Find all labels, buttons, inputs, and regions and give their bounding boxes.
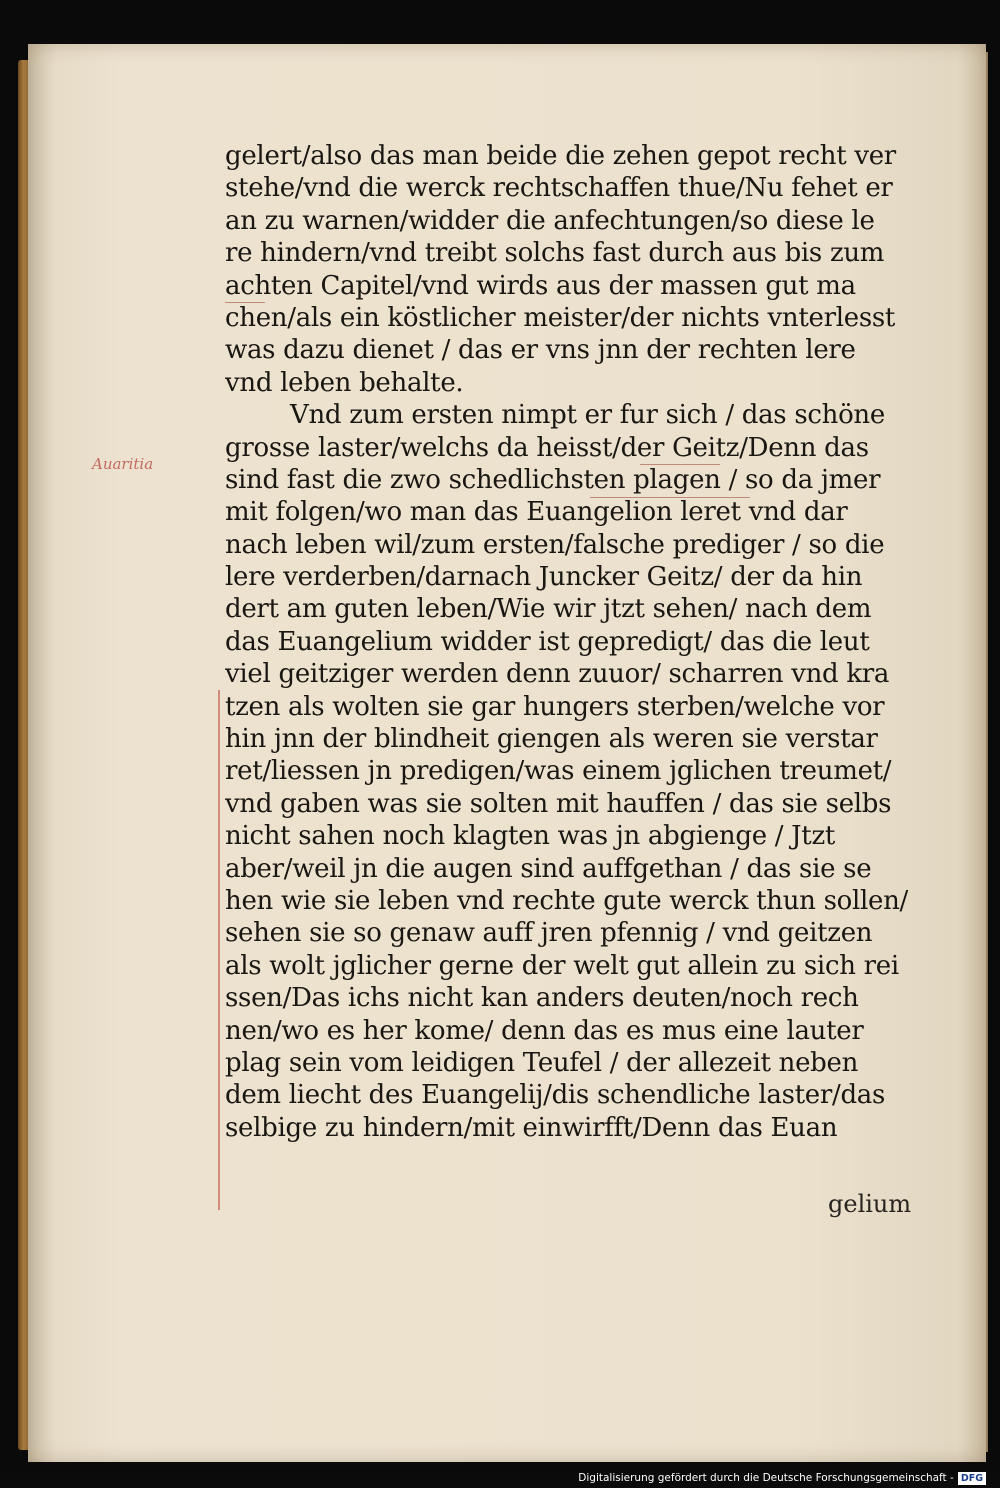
dfg-logo: DFG (958, 1472, 986, 1485)
text-line: achten Capitel/vnd wirds aus der massen gut ma (225, 270, 856, 301)
text-line: vnd gaben was sie solten mit hauffen / das sie selbs (225, 788, 892, 819)
text-line: ssen/Das ichs nicht kan anders deuten/noch rech (225, 983, 859, 1014)
text-line: plag sein vom leidigen Teufel / der allezeit neben (225, 1047, 859, 1078)
text-line: nach leben wil/zum ersten/falsche prediger / so die (225, 529, 885, 560)
text-line: aber/weil jn die augen sind auffgethan / das sie se (225, 853, 872, 884)
text-line: hen wie sie leben vnd rechte gute werck thun sollen/ (225, 885, 908, 916)
text-line: nicht sahen noch klagten was jn abgienge / Jtzt (225, 821, 836, 852)
text-line: mit folgen/wo man das Euangelion leret vnd dar (225, 497, 848, 528)
text-line: vnd leben behalte. (225, 367, 464, 398)
text-line: an zu warnen/widder die anfechtungen/so diese le (225, 205, 875, 236)
text-line: nen/wo es her kome/ denn das es mus eine lauter (225, 1015, 864, 1046)
footer-credit (578, 1471, 986, 1485)
text-line: selbige zu hindern/mit einwirfft/Denn das Euan (225, 1112, 838, 1143)
text-line: dert am guten leben/Wie wir jtzt sehen/ nach dem (225, 594, 872, 625)
text-line: viel geitziger werden denn zuuor/ scharren vnd kra (225, 659, 890, 690)
text-line: tzen als wolten sie gar hungers sterben/welche vor (225, 691, 885, 722)
text-line: hin jnn der blindheit giengen als weren sie verstar (225, 724, 878, 755)
text-line: gelert/also das man beide die zehen gepot recht ver (225, 141, 896, 171)
text-line: das Euangelium widder ist gepredigt/ das die leut (225, 626, 870, 657)
text-line: ret/liessen jn predigen/was einem jglichen treumet/ (225, 756, 892, 787)
text-line: stehe/vnd die werck rechtschaffen thue/Nu fehet er (225, 173, 893, 204)
text-line: re hindern/vnd treibt solchs fast durch aus bis zum (225, 238, 885, 269)
text-line: sehen sie so genaw auff jren pfennig / vnd geitzen (225, 918, 873, 949)
text-line: chen/als ein köstlicher meister/der nichts vnterlesst (225, 302, 896, 333)
red-margin-mark (218, 690, 220, 1210)
paragraph-start-line: Vnd zum ersten nimpt er fur sich / das schöne (290, 400, 885, 431)
text-line: sind fast die zwo schedlichsten plagen / so da jmer (225, 464, 881, 495)
text-line: lere verderben/darnach Juncker Geitz/ der da hin (225, 562, 863, 593)
footer-text: Digitalisierung gefördert durch die Deutsche Forschungsgemeinschaft - (578, 1472, 954, 1484)
text-line: dem liecht des Euangelij/dis schendliche laster/das (225, 1080, 886, 1111)
margin-annotation: Auaritia (92, 455, 154, 473)
catchword: gelium (828, 1190, 912, 1218)
text-line: was dazu dienet / das er vns jnn der rechten lere (225, 335, 856, 366)
page-text (225, 140, 925, 1144)
text-line: grosse laster/welchs da heisst/der Geitz/Denn das (225, 432, 869, 463)
text-line: als wolt jglicher gerne der welt gut allein zu sich rei (225, 950, 899, 981)
